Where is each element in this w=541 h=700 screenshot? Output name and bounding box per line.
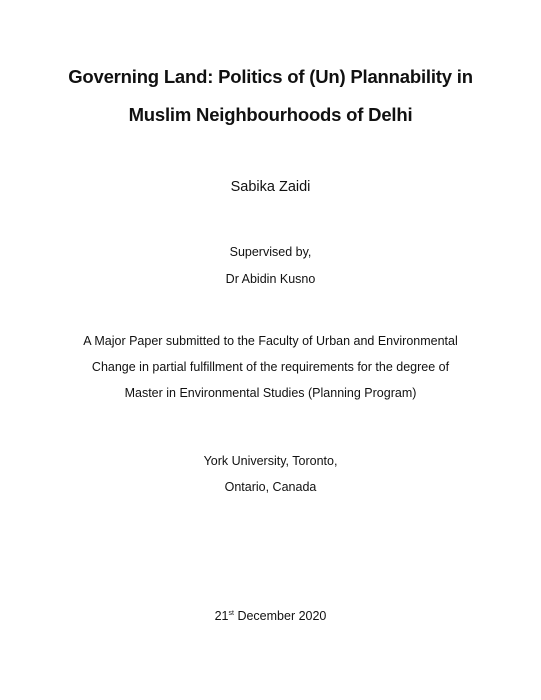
- submission-statement-line-3: Master in Environmental Studies (Planning Program): [124, 386, 417, 400]
- submission-statement-line-1: A Major Paper submitted to the Faculty of Urban and Environmental: [83, 334, 458, 348]
- author-name: Sabika Zaidi: [230, 179, 311, 195]
- submission-date: [0, 609, 541, 623]
- submission-statement-line-2: Change in partial fulfillment of the requirements for the degree of: [91, 360, 450, 374]
- date-day-suffix: st: [228, 609, 234, 617]
- supervised-by-label: Supervised by,: [229, 245, 312, 259]
- institution-line-1: York University, Toronto,: [203, 454, 338, 468]
- date-month-year: December 2020: [233, 609, 327, 623]
- institution-line-2: Ontario, Canada: [224, 480, 317, 494]
- paper-title-line-2: Muslim Neighbourhoods of Delhi: [128, 104, 413, 125]
- supervisor-name: Dr Abidin Kusno: [225, 272, 316, 286]
- paper-title-line-1: Governing Land: Politics of (Un) Plannability in: [68, 66, 473, 87]
- date-day: 21: [214, 609, 229, 623]
